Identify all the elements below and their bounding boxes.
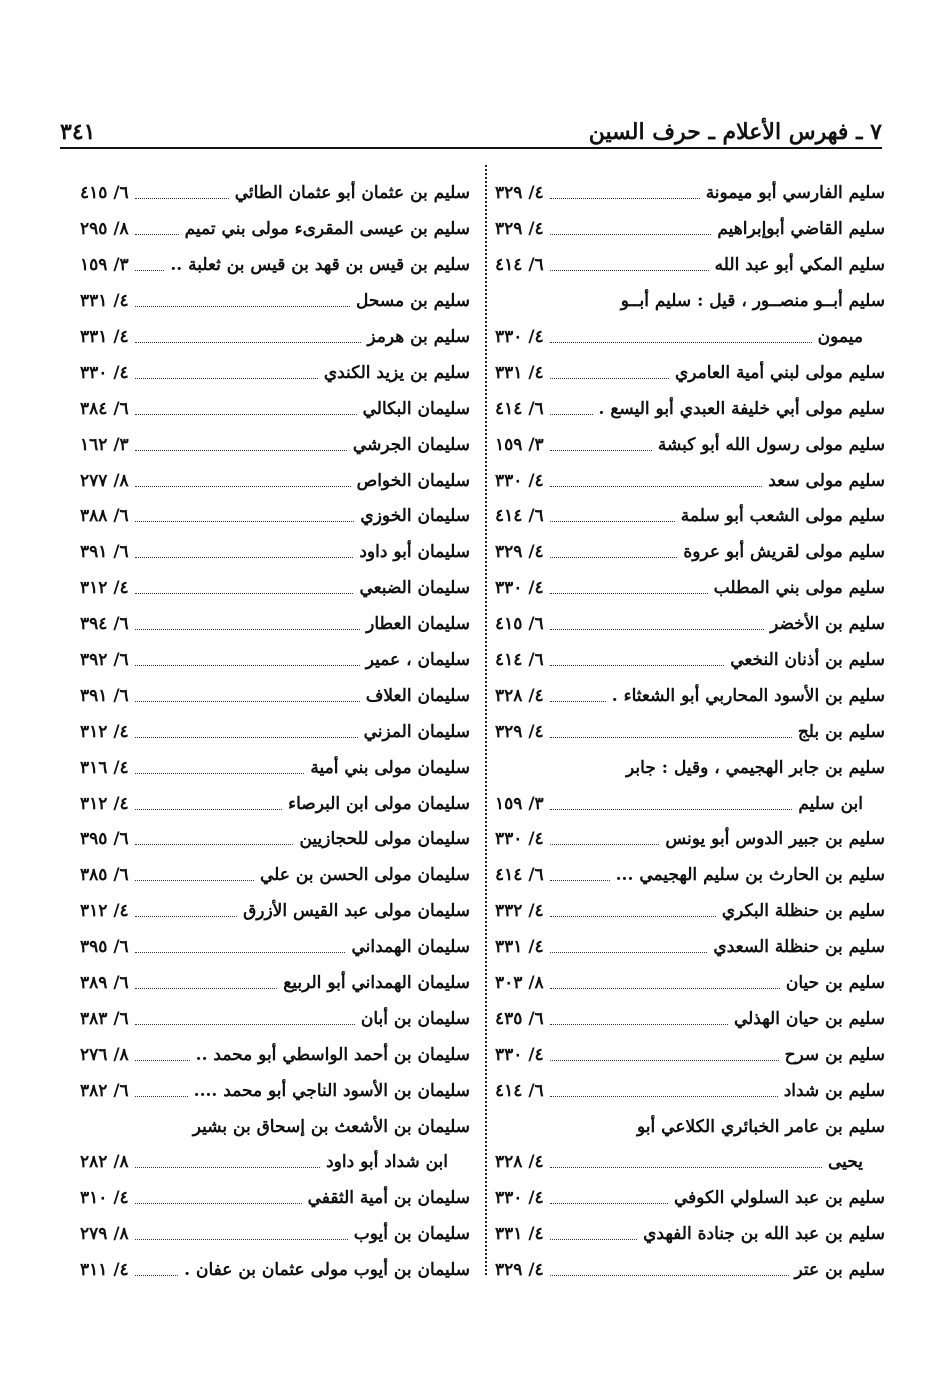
index-entry — [80, 427, 470, 463]
entry-name: سليمان بن أيوب مولى عثمان بن عفان . — [184, 1260, 470, 1281]
entry-name: سليمان بن أحمد الواسطي أبو محمد .. — [195, 1044, 470, 1065]
index-entry — [80, 1181, 470, 1217]
entry-name: سليم بن هرمز — [367, 327, 470, 347]
entry-name: سليمان أبو داود — [359, 542, 470, 563]
entry-reference: ٣/ ١٥٩ — [495, 793, 544, 814]
index-entry — [80, 750, 470, 786]
index-entry — [495, 463, 885, 499]
leader-dots — [135, 701, 360, 702]
index-entry — [495, 1181, 885, 1217]
entry-reference: ٣/ ١٥٩ — [80, 255, 129, 276]
index-entry — [495, 1037, 885, 1073]
left-column — [80, 176, 470, 1289]
entry-reference: ٦/ ٣٨٨ — [80, 506, 129, 527]
entry-name: سليم بن حيان الهذلي — [733, 1008, 885, 1029]
entry-name: سليمان مولى بني أمية — [310, 757, 470, 778]
entry-reference: ٦/ ٣٩٥ — [80, 829, 129, 850]
entry-name: سليمان الجرشي — [352, 434, 470, 455]
entry-reference: ٤/ ٣٢٨ — [495, 685, 544, 706]
index-entry — [495, 571, 885, 607]
leader-dots — [135, 988, 278, 989]
entry-reference: ٦/ ٤٣٥ — [495, 1008, 544, 1029]
index-entry — [80, 966, 470, 1002]
leader-dots — [135, 916, 237, 917]
entry-name: سليم بن يزيد الكندي — [323, 362, 470, 383]
index-entry — [80, 463, 470, 499]
leader-dots — [550, 629, 764, 630]
entry-reference: ٤/ ٣٣١ — [80, 327, 129, 347]
entry-name: سليم بن عبد الله بن جنادة الفهدي — [643, 1224, 885, 1245]
leader-dots — [135, 737, 358, 738]
entry-name: سليم بن حنظلة البكري — [721, 901, 885, 922]
leader-dots — [550, 342, 812, 343]
leader-dots — [135, 557, 354, 558]
leader-dots — [550, 1203, 668, 1204]
entry-name: سليمان المزني — [363, 721, 470, 742]
entry-reference: ٦/ ٤١٤ — [495, 506, 544, 527]
entry-reference: ٨/ ٢٩٥ — [80, 219, 129, 240]
entry-name: سليمان ، عمير — [365, 650, 470, 671]
entry-name: يحيى — [827, 1152, 863, 1173]
leader-dots — [135, 1203, 302, 1204]
entry-reference: ٦/ ٤١٤ — [495, 650, 544, 671]
leader-dots — [550, 450, 652, 451]
index-entry — [495, 1145, 885, 1181]
entry-reference: ٦/ ٣٨٩ — [80, 973, 129, 994]
entry-reference: ٨/ ٢٧٦ — [80, 1044, 129, 1065]
entry-reference: ٦/ ٣٨٥ — [80, 865, 129, 886]
leader-dots — [550, 988, 780, 989]
entry-reference: ٦/ ٣٩٤ — [80, 614, 129, 635]
entry-reference: ٤/ ٣١٢ — [80, 901, 129, 922]
entry-reference: ٦/ ٣٩٥ — [80, 937, 129, 958]
entry-name: سليمان الهمداني — [351, 937, 470, 958]
entry-name: سليم بن الأخضر — [770, 614, 885, 635]
index-entry — [80, 535, 470, 571]
entry-name: سليمان العطار — [366, 614, 470, 635]
leader-dots — [135, 234, 179, 235]
index-entry — [495, 1073, 885, 1109]
index-entry — [80, 607, 470, 643]
leader-dots — [550, 665, 725, 666]
leader-dots — [135, 629, 360, 630]
entry-name: سليمان مولى للحجازيين — [299, 829, 470, 850]
entry-name: سليم بن شداد — [783, 1080, 885, 1101]
index-entry — [80, 786, 470, 822]
entry-name: سليمان بن الأسود الناجي أبو محمد .... — [193, 1080, 470, 1101]
leader-dots — [550, 1060, 779, 1061]
entry-reference: ٤/ ٣١٠ — [80, 1188, 129, 1209]
leader-dots — [135, 665, 360, 666]
entry-reference: ٤/ ٣٢٩ — [495, 219, 544, 240]
entry-reference: ٤/ ٣١٢ — [80, 721, 129, 742]
entry-name: سليم بن عتر — [794, 1260, 885, 1281]
leader-dots — [550, 1275, 789, 1276]
entry-name: سليم بن عبد السلولي الكوفي — [673, 1188, 885, 1209]
entry-reference: ٤/ ٣٢٨ — [495, 1152, 544, 1173]
entry-reference: ٤/ ٣١٦ — [80, 757, 129, 778]
entry-name: سليم مولى رسول الله أبو كبشة — [657, 434, 885, 455]
entry-reference: ٦/ ٤١٥ — [495, 614, 544, 635]
entry-name: سليم بن الأسود المحاربي أبو الشعثاء . — [611, 685, 885, 706]
entry-reference: ٦/ ٣٨٣ — [80, 1008, 129, 1029]
index-entry — [80, 571, 470, 607]
entry-name: سليم بن جابر الهجيمي ، وقيل : جابر — [626, 757, 885, 778]
entry-name: سليم المكي أبو عبد الله — [714, 255, 885, 276]
entry-reference: ٤/ ٣٣٠ — [495, 327, 544, 347]
leader-dots — [550, 844, 660, 845]
index-entry — [80, 320, 470, 356]
index-entry — [80, 355, 470, 391]
entry-name: سليم مولى لبني أمية العامري — [675, 362, 885, 383]
index-entry — [80, 1217, 470, 1253]
leader-dots — [550, 593, 708, 594]
entry-reference: ٦/ ٤١٤ — [495, 865, 544, 886]
index-entry — [495, 858, 885, 894]
entry-reference: ٤/ ٣٢٩ — [495, 721, 544, 742]
index-entry — [495, 176, 885, 212]
leader-dots — [135, 1167, 320, 1168]
entry-name: سليمان بن أبان — [360, 1008, 470, 1029]
index-entry — [495, 894, 885, 930]
entry-reference: ٤/ ٣٢٩ — [495, 183, 544, 204]
entry-name: سليم بن بلج — [797, 721, 885, 742]
index-entry — [80, 714, 470, 750]
index-entry — [495, 1001, 885, 1037]
leader-dots — [550, 557, 678, 558]
leader-dots — [135, 342, 362, 343]
index-entry — [80, 248, 470, 284]
leader-dots — [135, 378, 318, 379]
index-entry — [80, 1145, 470, 1181]
leader-dots — [550, 1024, 728, 1025]
leader-dots — [550, 701, 606, 702]
leader-dots — [135, 1096, 188, 1097]
entry-name: سليمان مولى ابن البرصاء — [288, 793, 470, 814]
index-entry — [495, 786, 885, 822]
entry-name: ميمون — [817, 327, 863, 347]
leader-dots — [550, 737, 792, 738]
index-entry — [495, 607, 885, 643]
entry-reference: ٦/ ٣٩١ — [80, 685, 129, 706]
index-entry — [80, 391, 470, 427]
leader-dots — [550, 521, 675, 522]
index-entry — [495, 643, 885, 679]
entry-name: سليم مولى الشعب أبو سلمة — [680, 506, 885, 527]
entry-name: سليمان مولى الحسن بن علي — [259, 865, 470, 886]
entry-reference: ٤/ ٣٣٠ — [495, 1188, 544, 1209]
index-entry — [495, 212, 885, 248]
leader-dots — [550, 414, 593, 415]
index-entry — [80, 1037, 470, 1073]
leader-dots — [550, 952, 708, 953]
leader-dots — [135, 773, 305, 774]
leader-dots — [135, 198, 229, 199]
entry-reference: ٦/ ٤١٤ — [495, 1080, 544, 1101]
entry-reference: ٣/ ١٦٢ — [80, 434, 129, 455]
entry-name: سليمان البكالي — [362, 398, 470, 419]
index-entry — [80, 930, 470, 966]
entry-reference: ٤/ ٣٣٠ — [495, 578, 544, 599]
entry-reference: ٤/ ٣٣٠ — [495, 470, 544, 491]
running-title: ٧ ـ فهرس الأعلام ـ حرف السين — [588, 119, 882, 145]
entry-reference: ٤/ ٣٢٩ — [495, 1260, 544, 1281]
entry-reference: ٤/ ٣١٢ — [80, 793, 129, 814]
entry-name: سليم مولى أبي خليفة العبدي أبو اليسع . — [598, 398, 885, 419]
entry-reference: ٦/ ٤١٤ — [495, 255, 544, 276]
index-entry — [495, 1217, 885, 1253]
entry-reference: ٣/ ١٥٩ — [495, 434, 544, 455]
right-column — [495, 176, 885, 1289]
index-entry — [495, 714, 885, 750]
index-entry — [80, 1073, 470, 1109]
index-entry — [80, 678, 470, 714]
index-entry — [80, 1253, 470, 1289]
entry-name: سليم بن قيس بن قهد بن قيس بن ثعلبة .. — [170, 255, 470, 276]
entry-name: سليمان مولى عبد القيس الأزرق — [243, 901, 470, 922]
entry-reference: ٤/ ٣٣١ — [495, 362, 544, 383]
entry-reference: ٦/ ٣٨٢ — [80, 1080, 129, 1101]
entry-reference: ٤/ ٣٣٠ — [495, 1044, 544, 1065]
entry-reference: ٤/ ٣٢٩ — [495, 542, 544, 563]
entry-name: سليم بن أذنان النخعي — [730, 650, 885, 671]
index-entry — [495, 535, 885, 571]
index-entry — [495, 391, 885, 427]
leader-dots — [135, 270, 165, 271]
entry-reference: ٤/ ٣١٢ — [80, 578, 129, 599]
leader-dots — [550, 270, 709, 271]
entry-name: سليم بن حنظلة السعدي — [713, 937, 885, 958]
index-entry — [495, 1109, 885, 1145]
entry-reference: ٤/ ٣٣١ — [495, 937, 544, 958]
index-entry — [80, 212, 470, 248]
entry-name: سليمان الخواص — [356, 470, 470, 491]
index-entry — [80, 1109, 470, 1145]
index-entry — [495, 1253, 885, 1289]
entry-reference: ٤/ ٣١١ — [80, 1260, 129, 1281]
leader-dots — [550, 378, 669, 379]
entry-name: سليم بن سرح — [784, 1044, 885, 1065]
entry-name: سليم بن عامر الخبائري الكلاعي أبو — [637, 1116, 885, 1137]
entry-name: سليم مولى بني المطلب — [713, 578, 885, 599]
header-rule — [60, 147, 882, 149]
entry-reference: ٦/ ٣٩٢ — [80, 650, 129, 671]
index-entry — [80, 822, 470, 858]
leader-dots — [135, 1060, 190, 1061]
entry-reference: ٤/ ٣٣٠ — [80, 362, 129, 383]
index-entry — [495, 930, 885, 966]
entry-reference: ٨/ ٢٧٧ — [80, 470, 129, 491]
entry-reference: ٦/ ٣٨٤ — [80, 398, 129, 419]
entry-name: سليمان بن الأشعث بن إسحاق بن بشير — [192, 1116, 470, 1137]
entry-name: سليمان الخوزي — [360, 506, 470, 527]
entry-name: سليم بن عيسى المقرىء مولى بني تميم — [184, 219, 470, 240]
entry-name: سليمان بن أيوب — [353, 1224, 470, 1245]
index-entry — [495, 355, 885, 391]
entry-name: سليم القاضي أبوإبراهيم — [717, 219, 885, 240]
leader-dots — [550, 1239, 637, 1240]
entry-name: سليم مولى لقريش أبو عروة — [683, 542, 885, 563]
entry-reference: ٨/ ٢٨٢ — [80, 1152, 129, 1173]
page-header — [60, 105, 882, 145]
index-entry — [80, 1001, 470, 1037]
entry-name: ابن شداد أبو داود — [326, 1152, 448, 1173]
leader-dots — [550, 880, 610, 881]
leader-dots — [135, 1275, 178, 1276]
entry-name: سليم بن جبير الدوس أبو يونس — [665, 829, 885, 850]
entry-name: سليم بن عثمان أبو عثمان الطائي — [234, 183, 470, 204]
leader-dots — [135, 1239, 348, 1240]
leader-dots — [550, 486, 763, 487]
entry-reference: ٨/ ٢٧٩ — [80, 1224, 129, 1245]
index-entry — [80, 176, 470, 212]
entry-name: سليم بن مسحل — [356, 291, 470, 312]
leader-dots — [135, 844, 294, 845]
leader-dots — [135, 952, 346, 953]
entry-name: سليم الفارسي أبو ميمونة — [705, 183, 885, 204]
leader-dots — [135, 880, 254, 881]
entry-reference: ٤/ ٣٣١ — [495, 1224, 544, 1245]
page-number: ٣٤١ — [60, 119, 96, 145]
column-divider — [485, 165, 487, 1275]
index-entry — [80, 284, 470, 320]
leader-dots — [135, 809, 282, 810]
index-entry — [80, 643, 470, 679]
index-entry — [495, 750, 885, 786]
entry-reference: ٦/ ٣٩١ — [80, 542, 129, 563]
entry-reference: ٦/ ٤١٥ — [80, 183, 129, 204]
leader-dots — [550, 198, 700, 199]
index-entry — [80, 499, 470, 535]
leader-dots — [135, 521, 355, 522]
index-entry — [80, 894, 470, 930]
entry-name: سليمان الهمداني أبو الربيع — [283, 973, 470, 994]
entry-name: سليمان العلاف — [365, 685, 470, 706]
entry-name: سليمان بن أمية الثقفي — [307, 1188, 470, 1209]
entry-reference: ٤/ ٣٣١ — [80, 291, 129, 312]
index-entry — [495, 284, 885, 320]
index-entry — [495, 320, 885, 356]
entry-reference: ٨/ ٣٠٣ — [495, 973, 544, 994]
leader-dots — [135, 450, 347, 451]
entry-name: سليم أبــو منصــور ، قيل : سليم أبــو — [620, 291, 885, 312]
entry-name: ابن سليم — [798, 793, 863, 814]
entry-reference: ٤/ ٣٣٢ — [495, 901, 544, 922]
leader-dots — [135, 1024, 355, 1025]
index-entry — [495, 499, 885, 535]
entry-name: سليم مولى سعد — [768, 470, 885, 491]
leader-dots — [135, 414, 357, 415]
leader-dots — [550, 234, 712, 235]
entry-name: سليم بن الحارث بن سليم الهجيمي ... — [615, 865, 885, 886]
index-entry — [495, 966, 885, 1002]
index-entry — [495, 248, 885, 284]
leader-dots — [135, 306, 350, 307]
entry-name: سليمان الضبعي — [359, 578, 470, 599]
index-entry — [495, 822, 885, 858]
entry-reference: ٤/ ٣٣٠ — [495, 829, 544, 850]
leader-dots — [550, 1167, 822, 1168]
index-entry — [80, 858, 470, 894]
leader-dots — [550, 809, 793, 810]
entry-name: سليم بن حيان — [785, 973, 885, 994]
leader-dots — [550, 1096, 778, 1097]
leader-dots — [135, 593, 354, 594]
leader-dots — [550, 916, 716, 917]
leader-dots — [135, 486, 351, 487]
entry-reference: ٦/ ٤١٤ — [495, 398, 544, 419]
index-entry — [495, 427, 885, 463]
index-entry — [495, 678, 885, 714]
